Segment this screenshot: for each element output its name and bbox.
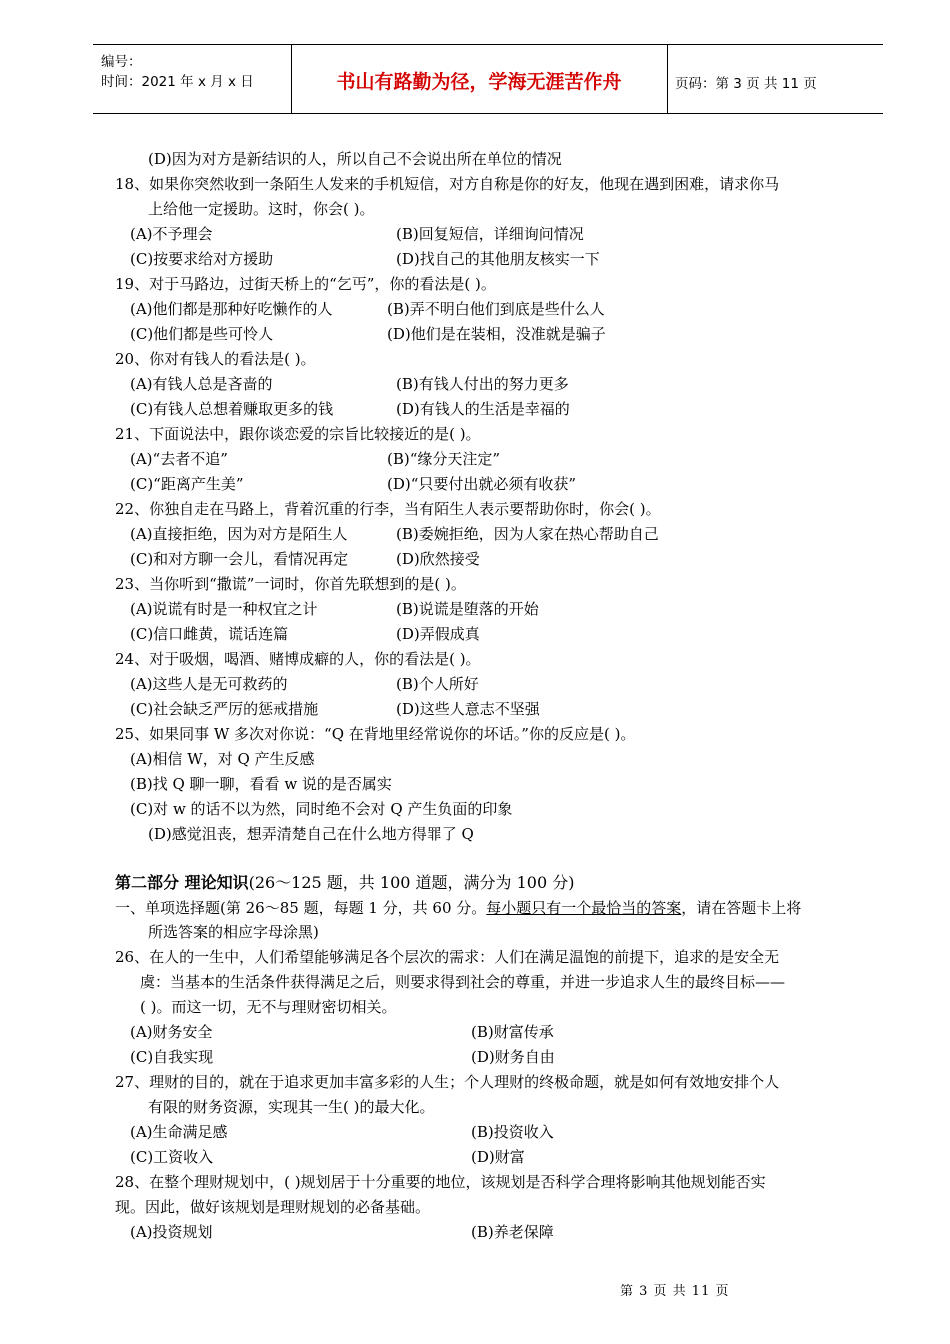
option-line: (D)“只要付出就必须有收获” [387,475,577,493]
question-28-cont: 现。因此，做好该规划是理财规划的必备基础。 [115,1198,431,1216]
question-26: 26、在人的一生中，人们希望能够满足各个层次的需求：人们在满足温饱的前提下，追求的是安全无 [115,948,780,966]
option-line: (D)感觉沮丧，想弄清楚自己在什么地方得罪了 Q [148,825,474,843]
question-27-cont: 有限的财务资源，实现其一生( )的最大化。 [148,1098,435,1116]
option-line: (D)找自己的其他朋友核实一下 [396,250,600,268]
question-22: 22、你独自走在马路上，背着沉重的行李，当有陌生人表示要帮助你时，你会( )。 [115,500,661,518]
option-line: (A)他们都是那种好吃懒作的人 [130,300,333,318]
section-title-main: 第二部分 理论知识 [115,873,249,892]
option-line: (C)社会缺乏严厉的惩戒措施 [130,700,319,718]
option-line: (C)他们都是些可怜人 [130,325,274,343]
option-line: (A)“去者不追” [130,450,228,468]
question-25: 25、如果同事 W 多次对你说：“Q 在背地里经常说你的坏话。”你的反应是( )。 [115,725,636,743]
option-line: (C)有钱人总想着赚取更多的钱 [130,400,334,418]
question-27: 27、理财的目的，就在于追求更加丰富多彩的人生；个人理财的终极命题，就是如何有效地安排个人 [115,1073,780,1091]
option-line: (B)投资收入 [471,1123,554,1141]
header-page-info: 页码：第 3 页 共 11 页 [675,76,817,92]
question-21: 21、下面说法中，跟你谈恋爱的宗旨比较接近的是( )。 [115,425,481,443]
question-23: 23、当你听到“撒谎”一词时，你首先联想到的是( )。 [115,575,466,593]
document-time-label: 时间：2021 年 x 月 x 日 [101,74,254,90]
header-motto: 书山有路勤为径，学海无涯苦作舟 [336,71,622,93]
option-line: (A)直接拒绝，因为对方是陌生人 [130,525,348,543]
question-28: 28、在整个理财规划中，( )规划居于十分重要的地位，该规划是否科学合理将影响其他规划能否实 [115,1173,766,1191]
option-line: (A)生命满足感 [130,1123,228,1141]
section-intro [115,898,801,918]
section-title [115,873,574,893]
option-line: (C)工资收入 [130,1148,214,1166]
option-line: (B)养老保障 [471,1223,554,1241]
option-line: (A)财务安全 [130,1023,213,1041]
option-line: (D)欣然接受 [396,550,480,568]
question-26-cont: ( )。而这一切，无不与理财密切相关。 [140,998,397,1016]
option-line: (C)按要求给对方援助 [130,250,274,268]
section-intro-underlined: 每小题只有一个最恰当的答案 [486,899,682,917]
section-intro-text-end: ，请在答题卡上将 [681,899,802,917]
document-number-label: 编号： [101,54,142,70]
option-line: (C)自我实现 [130,1048,214,1066]
option-line: (A)有钱人总是吝啬的 [130,375,273,393]
option-line: (A)说谎有时是一种权宜之计 [130,600,318,618]
option-line: (D)财务自由 [471,1048,555,1066]
page-footer: 第 3 页 共 11 页 [620,1284,730,1299]
option-line: (D)财富 [471,1148,525,1166]
question-18-cont: 上给他一定援助。这时，你会( )。 [148,200,375,218]
option-line: (A)不予理会 [130,225,213,243]
question-20: 20、你对有钱人的看法是( )。 [115,350,316,368]
option-line: (B)弄不明白他们到底是些什么人 [387,300,605,318]
option-line: (D)因为对方是新结识的人，所以自己不会说出所在单位的情况 [148,150,562,168]
option-line: (D)他们是在装相，没准就是骗子 [387,325,606,343]
option-line: (D)这些人意志不坚强 [396,700,540,718]
option-line: (B)“缘分天注定” [387,450,501,468]
option-line: (C)信口雌黄，谎话连篇 [130,625,289,643]
option-line: (C)对 w 的话不以为然，同时绝不会对 Q 产生负面的印象 [130,800,513,818]
option-line: (A)这些人是无可救药的 [130,675,288,693]
option-line: (D)有钱人的生活是幸福的 [396,400,570,418]
option-line: (B)有钱人付出的努力更多 [396,375,569,393]
option-line: (C)“距离产生美” [130,475,244,493]
question-18: 18、如果你突然收到一条陌生人发来的手机短信，对方自称是你的好友，他现在遇到困难，请求你马 [115,175,780,193]
option-line: (B)委婉拒绝，因为人家在热心帮助自己 [396,525,659,543]
option-line: (B)个人所好 [396,675,479,693]
option-line: (B)找 Q 聊一聊，看看 w 说的是否属实 [130,775,392,793]
section-title-note: (26～125 题，共 100 道题，满分为 100 分) [248,873,575,892]
question-26-cont: 虞：当基本的生活条件获得满足之后，则要求得到社会的尊重，并进一步追求人生的最终目标—— [140,973,786,991]
section-intro-cont: 所选答案的相应字母涂黑) [148,923,319,941]
option-line: (A)相信 W，对 Q 产生反感 [130,750,315,768]
option-line: (A)投资规划 [130,1223,213,1241]
question-19: 19、对于马路边，过街天桥上的“乞丐”，你的看法是( )。 [115,275,496,293]
option-line: (C)和对方聊一会儿，看情况再定 [130,550,349,568]
section-intro-text: 一、单项选择题(第 26～85 题，每题 1 分，共 60 分。 [115,899,487,917]
option-line: (D)弄假成真 [396,625,480,643]
question-24: 24、对于吸烟，喝酒、赌博成癖的人，你的看法是( )。 [115,650,481,668]
option-line: (B)说谎是堕落的开始 [396,600,539,618]
option-line: (B)财富传承 [471,1023,554,1041]
option-line: (B)回复短信，详细询问情况 [396,225,584,243]
